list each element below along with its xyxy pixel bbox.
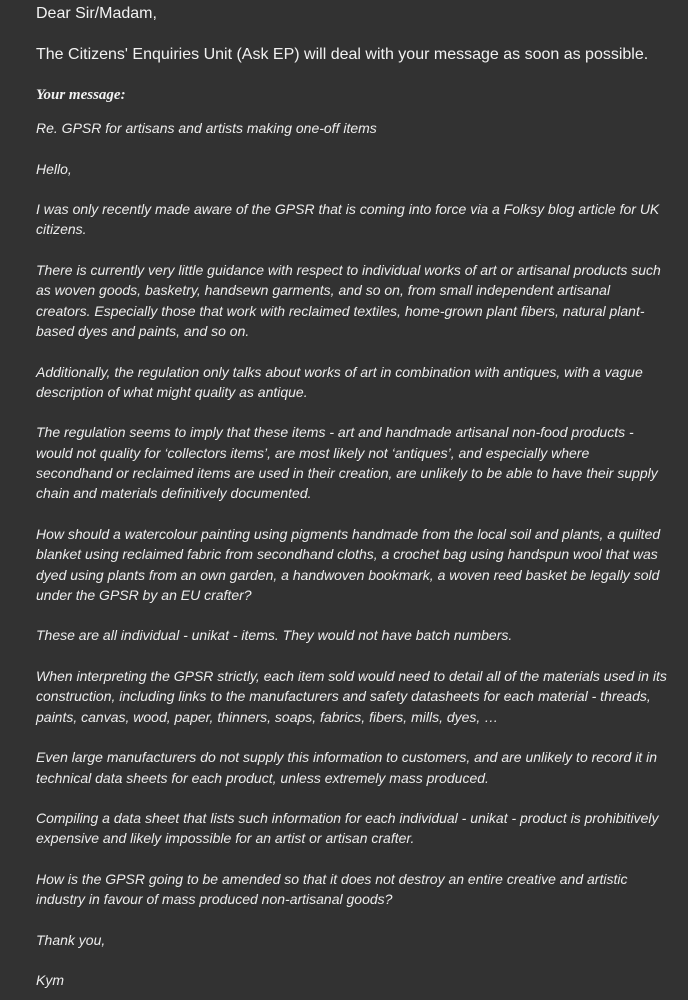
message-paragraph: How is the GPSR going to be amended so that it does not destroy an entire creative and artistic industry in favour of mass produced non-artisanal goods?	[36, 870, 628, 908]
quoted-message	[36, 118, 668, 991]
message-subject: Re. GPSR for artisans and artists making one-off items	[36, 120, 377, 136]
message-paragraph: How should a watercolour painting using pigments handmade from the local soil and plants, a quilted blanket using reclaimed fabric from secondhand cloths, a crochet bag using handspun wool that was dyed using plants from an own garden, a handwoven bookmark, a woven reed basket be legally sold under the GPSR by an EU crafter?	[36, 525, 661, 603]
message-paragraph: When interpreting the GPSR strictly, each item sold would need to detail all of the materials used in its construction, including links to the manufacturers and safety datasheets for each material - threads, paints, canvas, wood, paper, thinners, soaps, fabrics, fibers, mills, dyes, …	[36, 668, 667, 725]
message-paragraph: There is currently very little guidance with respect to individual works of art or artisanal products such as woven goods, basketry, handsewn garments, and so on, from small independent artisanal creators. Especially those that work with reclaimed textiles, home-grown plant fibers, natural plant-based dyes and paints, and so on.	[36, 262, 661, 339]
greeting-line: Dear Sir/Madam,	[36, 5, 157, 22]
message-paragraph: Compiling a data sheet that lists such information for each individual - unikat - product is prohibitively expensive and likely impossible for an artist or artisan crafter.	[36, 810, 659, 847]
message-paragraph: Additionally, the regulation only talks about works of art in combination with antiques, with a vague description of what might quality as antique.	[36, 363, 643, 400]
message-paragraph: I was only recently made aware of the GPSR that is coming into force via a Folksy blog article for UK citizens.	[36, 201, 660, 238]
message-paragraph: The regulation seems to imply that these items - art and handmade artisanal non-food products - would not quality for ‘collectors items’, are most likely not ‘antiques’, and especially where secondhand or reclaimed items are used in their creation, are unlikely to be able to have their supply chain and materials definitively documented.	[36, 424, 658, 502]
message-paragraph: These are all individual - unikat - items. They would not have batch numbers.	[36, 627, 513, 644]
message-paragraph: Even large manufacturers do not supply this information to customers, and are unlikely to record it in technical data sheets for each product, unless extremely mass produced.	[36, 749, 657, 786]
your-message-label: Your message:	[36, 87, 126, 103]
message-signoff: Thank you,	[36, 931, 106, 948]
auto-reply-intro: The Citizens' Enquiries Unit (Ask EP) will deal with your message as soon as possible.	[36, 46, 649, 63]
message-paragraph: Hello,	[36, 160, 72, 177]
message-signature: Kym	[36, 972, 64, 989]
